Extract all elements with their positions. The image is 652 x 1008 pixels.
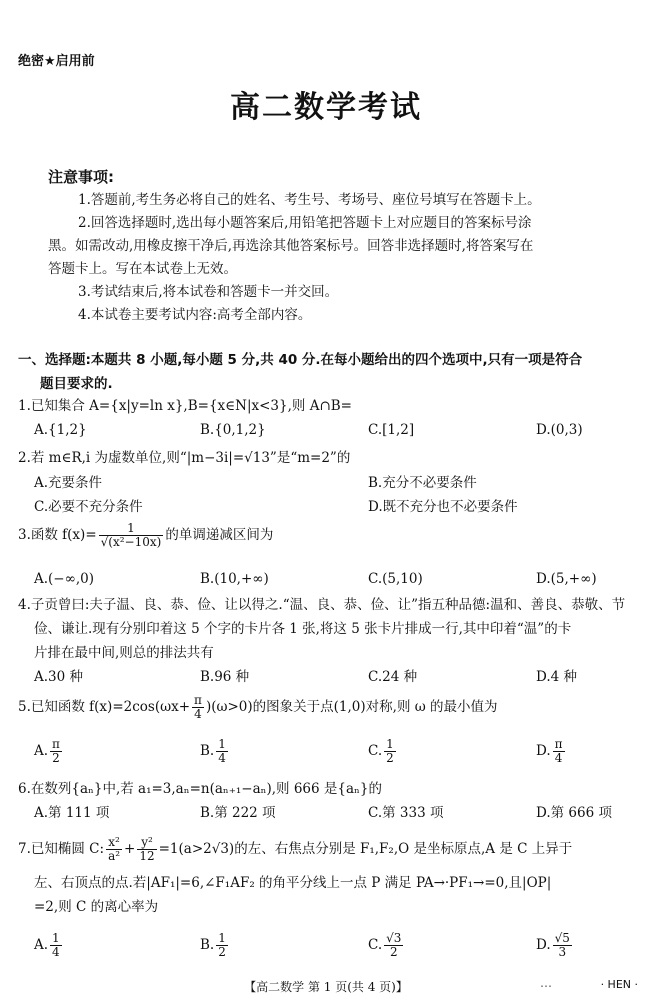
q5-option-a-label: A. <box>34 743 49 759</box>
q1-option-b: B.{0,1,2} <box>200 422 266 438</box>
page-footer: 【高二数学 第 1 页(共 4 页)】 <box>244 980 408 994</box>
q5-option-b-frac <box>216 738 228 765</box>
q2-option-d: D.既不充分也不必要条件 <box>368 499 518 515</box>
q5-option-c-num: 1 <box>386 737 394 751</box>
q3-stem-prefix: 3.函数 f(x)= <box>18 527 97 543</box>
question-7-line2: 左、右顶点的点.若|AF₁|=6,∠F₁AF₂ 的角平分线上一点 P 满足 PA→·PF₁→=0,且|OP| <box>34 875 552 891</box>
question-4-line: 俭、谦让.现有分别印着这 5 个字的卡片各 1 张,将这 5 张卡片排成一行,其中印着“温”的卡 <box>34 621 572 637</box>
question-7-line3: =2,则 C 的离心率为 <box>34 899 159 915</box>
notice-line: 黑。如需改动,用橡皮擦干净后,再选涂其他答案标号。回答非选择题时,将答案写在 <box>48 238 534 254</box>
q3-fraction <box>99 522 164 549</box>
q1-option-c: C.[1,2] <box>368 422 415 438</box>
q6-option-a: A.第 111 项 <box>34 805 110 821</box>
question-4-line: 片排在最中间,则总的排法共有 <box>34 645 214 661</box>
q5-option-d-label: D. <box>536 743 551 759</box>
q2-option-b: B.充分不必要条件 <box>368 475 477 491</box>
q7-option-b-num: 1 <box>218 931 226 945</box>
q7-frac-y-num: y² <box>137 836 156 850</box>
q7-option-c-num: √3 <box>386 931 402 945</box>
q7-option-d-label: D. <box>536 937 551 953</box>
q5-option-a-frac <box>50 738 62 765</box>
question-3-stem <box>18 522 273 549</box>
notice-line: 1.答题前,考生务必将自己的姓名、考生号、考场号、座位号填写在答题卡上。 <box>78 192 541 208</box>
q5-option-c <box>368 738 398 765</box>
q1-option-d: D.(0,3) <box>536 422 583 438</box>
question-7-line1 <box>18 836 572 863</box>
notice-line: 答题卡上。写在本试卷上无效。 <box>48 261 237 277</box>
q7-option-a-den: 4 <box>52 945 60 959</box>
q7-option-d-den: 3 <box>558 945 567 959</box>
q7-frac-y <box>137 836 156 863</box>
q7-plus: + <box>124 841 136 857</box>
section-heading-cont: 题目要求的. <box>40 376 113 392</box>
notice-line: 3.考试结束后,将本试卷和答题卡一并交回。 <box>78 284 339 300</box>
q7-option-a <box>34 932 64 959</box>
notice-line: 4.本试卷主要考试内容:高考全部内容。 <box>78 307 312 323</box>
q5-option-a-den: 2 <box>52 751 60 765</box>
q5-option-d-frac <box>553 738 565 765</box>
q3-option-a: A.(−∞,0) <box>34 571 95 587</box>
q7-suffix: =1(a>2√3)的左、右焦点分别是 F₁,F₂,O 是坐标原点,A 是 C 上异于 <box>158 841 573 857</box>
q5-option-d-num: π <box>554 737 563 751</box>
question-2-stem: 2.若 m∈R,i 为虚数单位,则“|m−3i|=√13”是“m=2”的 <box>18 450 351 466</box>
q4-option-d: D.4 种 <box>536 669 578 685</box>
q7-prefix: 7.已知椭圆 C: <box>18 841 105 857</box>
q7-option-c <box>368 932 405 959</box>
q2-option-a: A.充要条件 <box>34 475 103 491</box>
footer-code: · HEN · <box>600 978 638 991</box>
q5-option-d-den: 4 <box>554 751 563 765</box>
q5-option-b-num: 1 <box>218 737 226 751</box>
question-1-stem: 1.已知集合 A={x|y=ln x},B={x∈N|x<3},则 A∩B= <box>18 398 352 414</box>
q6-option-d: D.第 666 项 <box>536 805 612 821</box>
notice-heading: 注意事项: <box>48 168 114 186</box>
q4-option-b: B.96 种 <box>200 669 250 685</box>
q7-option-a-frac <box>50 932 62 959</box>
q7-option-c-frac <box>384 932 403 959</box>
question-6-stem: 6.在数列{aₙ}中,若 a₁=3,aₙ=n(aₙ₊₁−aₙ),则 666 是{aₙ}的 <box>18 781 382 797</box>
q7-option-d <box>536 932 574 959</box>
q7-option-c-den: 2 <box>389 945 398 959</box>
q5-option-a <box>34 738 64 765</box>
q3-option-c: C.(5,10) <box>368 571 423 587</box>
q7-option-d-frac <box>553 932 572 959</box>
q7-option-b-label: B. <box>200 937 215 953</box>
q5-fraction-den: 4 <box>194 707 202 721</box>
q7-frac-y-den: 12 <box>139 849 155 863</box>
q3-option-b: B.(10,+∞) <box>200 571 269 587</box>
q7-frac-x <box>106 836 122 863</box>
q7-option-b-frac <box>216 932 228 959</box>
q7-option-a-label: A. <box>34 937 49 953</box>
q6-option-b: B.第 222 项 <box>200 805 276 821</box>
q5-fraction-num: π <box>194 693 202 707</box>
q7-frac-x-num: x² <box>106 836 122 850</box>
q5-fraction <box>192 694 204 721</box>
footer-mark: … <box>540 976 552 990</box>
q1-option-a: A.{1,2} <box>34 422 87 438</box>
page-title: 高二数学考试 <box>230 90 422 125</box>
q5-option-c-den: 2 <box>386 751 394 765</box>
question-4-line: 4.子贡曾曰:夫子温、良、恭、俭、让以得之.“温、良、恭、俭、让”指五种品德:温和、善良、恭敬、节 <box>18 597 626 613</box>
q5-option-b-label: B. <box>200 743 215 759</box>
section-heading: 一、选择题:本题共 8 小题,每小题 5 分,共 40 分.在每小题给出的四个选项中,只有一项是符合 <box>18 352 583 368</box>
q7-option-b <box>200 932 230 959</box>
q5-stem-suffix: )(ω>0)的图象关于点(1,0)对称,则 ω 的最小值为 <box>205 699 498 715</box>
q3-fraction-num: 1 <box>99 522 164 536</box>
q2-option-c: C.必要不充分条件 <box>34 499 143 515</box>
q5-option-c-label: C. <box>368 743 383 759</box>
q7-option-d-num: √5 <box>554 931 570 945</box>
q5-option-d <box>536 738 567 765</box>
q7-option-c-label: C. <box>368 937 383 953</box>
q7-option-a-num: 1 <box>52 931 60 945</box>
q4-option-c: C.24 种 <box>368 669 418 685</box>
q5-stem-prefix: 5.已知函数 f(x)=2cos(ωx+ <box>18 699 191 715</box>
q5-option-b-den: 4 <box>218 751 226 765</box>
q3-fraction-den: √(x²−10x) <box>100 535 162 549</box>
q6-option-c: C.第 333 项 <box>368 805 444 821</box>
q3-option-d: D.(5,+∞) <box>536 571 597 587</box>
q5-option-b <box>200 738 230 765</box>
q7-option-b-den: 2 <box>218 945 226 959</box>
q5-option-c-frac <box>384 738 396 765</box>
question-5-stem <box>18 694 498 721</box>
q7-frac-x-den: a² <box>108 849 121 863</box>
confidential-label: 绝密★启用前 <box>18 54 95 69</box>
q5-option-a-num: π <box>52 737 60 751</box>
q3-stem-suffix: 的单调递减区间为 <box>165 527 274 543</box>
notice-line: 2.回答选择题时,选出每小题答案后,用铅笔把答题卡上对应题目的答案标号涂 <box>78 215 532 231</box>
q4-option-a: A.30 种 <box>34 669 84 685</box>
